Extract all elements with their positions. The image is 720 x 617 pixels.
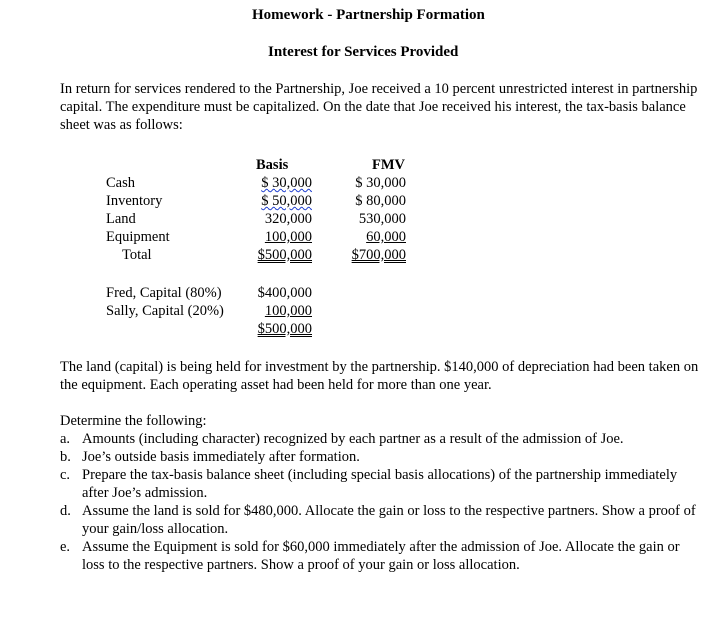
basis-inventory: $ 50,000 — [261, 193, 312, 209]
row-label-inventory: Inventory — [106, 193, 163, 209]
capital-label-fred: Fred, Capital (80%) — [106, 285, 222, 301]
list-item: d. Assume the land is sold for $480,000. Allocate the gain or loss to the respective partners. Show a proof of your gain/loss allocation. — [60, 503, 696, 537]
questions-list — [60, 430, 700, 574]
fmv-land: 530,000 — [358, 211, 406, 227]
basis-column-header: Basis — [256, 157, 289, 173]
capital-total: $500,000 — [257, 321, 312, 337]
fmv-cash: $ 30,000 — [355, 175, 406, 191]
basis-total: $500,000 — [257, 247, 312, 263]
capital-label-sally: Sally, Capital (20%) — [106, 303, 224, 319]
page-title: Homework - Partnership Formation — [252, 7, 485, 23]
basis-cash: $ 30,000 — [261, 175, 312, 191]
basis-equipment: 100,000 — [264, 229, 312, 245]
list-item: a. Amounts (including character) recognized by each partner as a result of the admission of Joe. — [60, 431, 624, 447]
note-paragraph: The land (capital) is being held for investment by the partnership. $140,000 of depreciation had been taken on the equipment. Each operating asset had been held for more than one year. — [60, 359, 699, 393]
fmv-total: $700,000 — [351, 247, 406, 263]
capital-value-fred: $400,000 — [257, 285, 312, 301]
capital-value-sally: 100,000 — [264, 303, 312, 319]
fmv-equipment: 60,000 — [366, 229, 406, 245]
questions-heading: Determine the following: — [60, 413, 207, 429]
basis-land: 320,000 — [264, 211, 312, 227]
list-item: e. Assume the Equipment is sold for $60,000 immediately after the admission of Joe. Allocate the gain or loss to the respective partners. Show a proof of your gain or loss allocation. — [60, 539, 680, 573]
intro-paragraph: In return for services rendered to the Partnership, Joe received a 10 percent unrestricted interest in partnership capital. The expenditure must be capitalized. On the date that Joe received his interest, the tax-basis balance sheet was as follows: — [60, 81, 698, 133]
list-item: c. Prepare the tax-basis balance sheet (including special basis allocations) of the partnership immediately after Joe’s admission. — [60, 467, 678, 501]
row-label-cash: Cash — [106, 175, 135, 191]
page-subtitle: Interest for Services Provided — [268, 44, 459, 60]
fmv-inventory: $ 80,000 — [355, 193, 406, 209]
row-label-total: Total — [122, 247, 152, 263]
list-item: b. Joe’s outside basis immediately after formation. — [60, 449, 360, 465]
row-label-land: Land — [106, 211, 136, 227]
row-label-equipment: Equipment — [106, 229, 170, 245]
fmv-column-header: FMV — [372, 157, 406, 173]
